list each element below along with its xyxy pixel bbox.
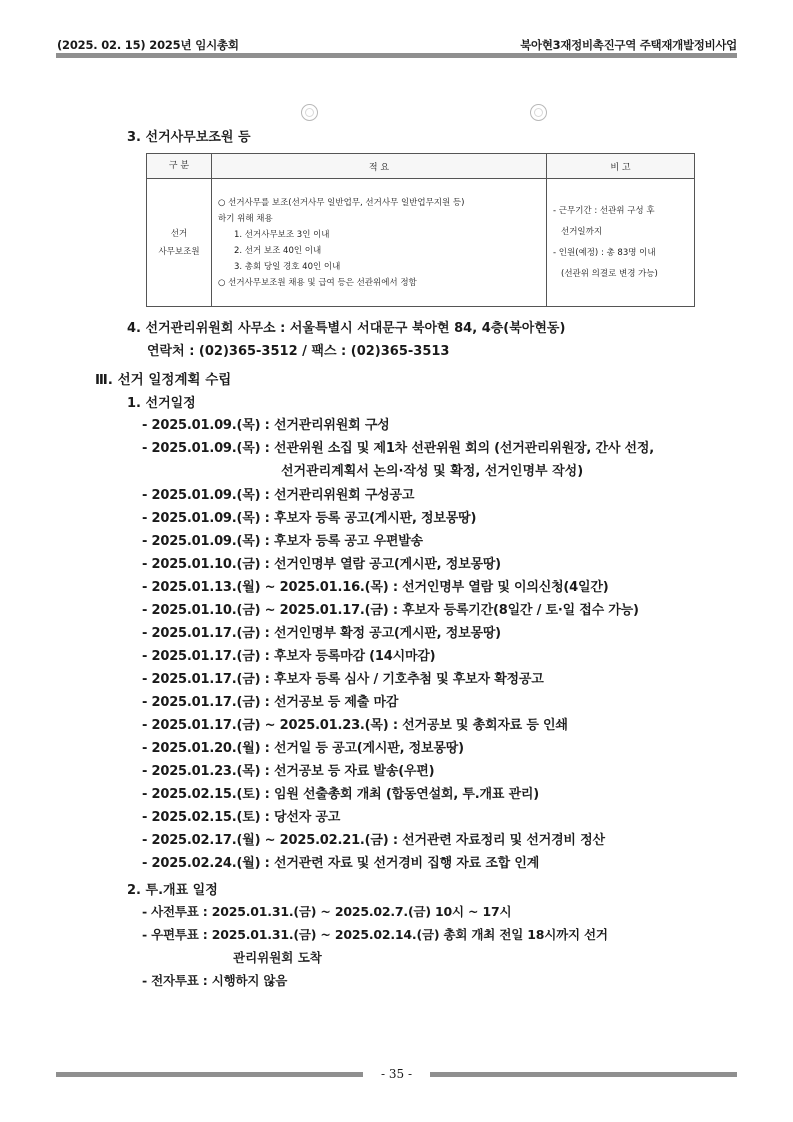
notes-line: (선관위 의결로 변경 가능) [561,268,658,279]
summary-line: 하기 위해 채용 [218,213,273,224]
list-item: - 2025.01.09.(목) : 후보자 등록 공고(게시판, 정보몽땅) [142,511,477,526]
list-item: - 2025.02.15.(토) : 임원 선출총회 개최 (합동연설회, 투.개표 관리) [142,787,540,802]
summary-line: 1. 선거사무보조 3인 이내 [234,229,330,240]
voting-schedule-title: 2. 투.개표 일정 [127,883,218,898]
list-item: - 2025.01.17.(금) : 선거인명부 확정 공고(게시판, 정보몽땅) [142,626,501,641]
list-item: - 2025.01.09.(목) : 선거관리위원회 구성공고 [142,488,415,503]
table-cell-notes [547,179,695,307]
list-item: - 사전투표 : 2025.01.31.(금) ~ 2025.02.7.(금) 10시 ~ 17시 [142,904,512,919]
office-contact: 연락처 : (02)365-3512 / 팩스 : (02)365-3513 [147,344,450,359]
summary-line: ○ 선거사무보조원 채용 및 급여 등은 선관위에서 정함 [218,277,417,288]
list-item: - 2025.02.15.(토) : 당선자 공고 [142,810,341,825]
section-3-title: 3. 선거사무보조원 등 [127,130,251,145]
table-cell-category [147,179,212,307]
summary-line: 2. 선거 보조 40인 이내 [234,245,322,256]
footer-divider-left [56,1072,363,1077]
list-item: - 2025.01.23.(목) : 선거공보 등 자료 발송(우편) [142,764,435,779]
election-schedule-title: 1. 선거일정 [127,396,196,411]
category-line: 사무보조원 [158,246,200,257]
list-item-continuation: 선거관리계획서 논의·작성 및 확정, 선거인명부 작성) [281,464,584,479]
list-item: - 2025.01.10.(금) ~ 2025.01.17.(금) : 후보자 등록기간(8일간 / 토·일 접수 가능) [142,603,639,618]
list-item: - 2025.01.17.(금) : 선거공보 등 제출 마감 [142,695,399,710]
list-item: - 2025.01.13.(월) ~ 2025.01.16.(목) : 선거인명부 열람 및 이의신청(4일간) [142,580,609,595]
summary-line: ○ 선거사무를 보조(선거사무 일반업무, 선거사무 일반업무지원 등) [218,197,465,208]
list-item: - 2025.02.17.(월) ~ 2025.02.21.(금) : 선거관련 자료정리 및 선거경비 정산 [142,833,605,848]
punch-hole-icon [301,104,318,121]
list-item: - 2025.01.09.(목) : 후보자 등록 공고 우편발송 [142,534,423,549]
office-address: 4. 선거관리위원회 사무소 : 서울특별시 서대문구 북아현 84, 4층(북아현동) [127,321,566,336]
list-item: - 2025.01.17.(금) ~ 2025.01.23.(목) : 선거공보 및 총회자료 등 인쇄 [142,718,568,733]
list-item: - 2025.01.09.(목) : 선관위원 소집 및 제1차 선관위원 회의 (선거관리위원장, 간사 선정, [142,441,654,456]
list-item: - 우편투표 : 2025.01.31.(금) ~ 2025.02.14.(금) 총회 개최 전일 18시까지 선거 [142,927,608,942]
notes-line: - 근무기간 : 선관위 구성 후 [553,205,655,216]
punch-hole-icon [530,104,547,121]
table-header-row [147,154,695,179]
list-item: - 2025.01.10.(금) : 선거인명부 열람 공고(게시판, 정보몽땅) [142,557,501,572]
list-item: - 2025.01.17.(금) : 후보자 등록 심사 / 기호추첨 및 후보자 확정공고 [142,672,544,687]
notes-line: - 인원(예정) : 총 83명 이내 [553,247,656,258]
list-item-continuation: 관리위원회 도착 [233,950,322,965]
header-left-text: (2025. 02. 15) 2025년 임시총회 [57,38,239,52]
notes-line: 선거일까지 [561,226,603,237]
header-right-text: 북아현3재정비촉진구역 주택재개발정비사업 [520,38,737,52]
table-row [147,179,695,307]
list-item: - 2025.01.09.(목) : 선거관리위원회 구성 [142,418,390,433]
table-header-category: 구 분 [147,154,212,179]
category-line: 선거 [170,228,188,239]
page-number: - 35 - [380,1067,412,1081]
table-header-notes: 비 고 [547,154,695,179]
list-item: - 2025.01.17.(금) : 후보자 등록마감 (14시마감) [142,649,436,664]
list-item: - 2025.01.20.(월) : 선거일 등 공고(게시판, 정보몽땅) [142,741,464,756]
table-header-summary: 적 요 [212,154,547,179]
list-item: - 전자투표 : 시행하지 않음 [142,973,288,988]
footer-divider-right [430,1072,737,1077]
section-iii-title: Ⅲ. 선거 일정계획 수립 [95,372,232,388]
summary-line: 3. 총회 당일 경호 40인 이내 [234,261,341,272]
table-cell-summary [212,179,547,307]
header-divider [56,53,737,58]
list-item: - 2025.02.24.(월) : 선거관련 자료 및 선거경비 집행 자료 조합 인계 [142,856,540,871]
assistant-staff-table [146,153,695,307]
